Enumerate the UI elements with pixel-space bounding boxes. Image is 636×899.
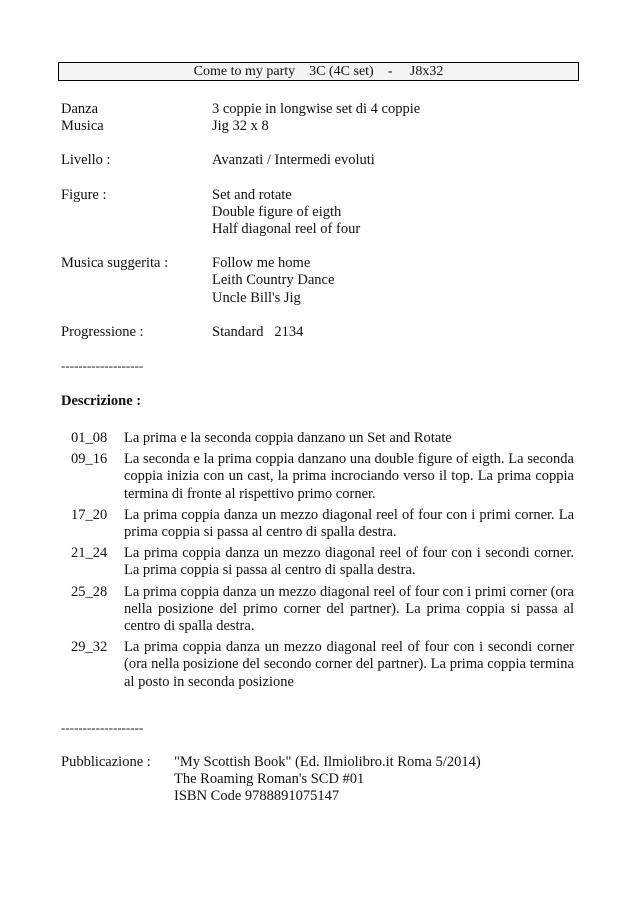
step-row (71, 430, 574, 447)
step-text: La prima coppia danza un mezzo diagonal reel of four con i primi corner (ora nella posizione del primo corner del partner). La prima coppia si passa al centro di spalla destra. (124, 583, 574, 635)
pubblicazione-line: "My Scottish Book" (Ed. Ilmiolibro.it Roma 5/2014) (174, 754, 481, 770)
title-dash: - (387, 64, 393, 79)
step-text: La prima coppia danza un mezzo diagonal reel of four con i primi corner. La prima coppia si passa al centro di spalla destra. (124, 506, 574, 541)
figure-item: Double figure of eigth (212, 203, 342, 220)
pubblicazione-label: Pubblicazione : (61, 754, 151, 770)
step-row (71, 451, 574, 503)
musica-suggerita-item: Leith Country Dance (212, 272, 335, 289)
step-code: 29_32 (71, 639, 108, 656)
step-text: La prima coppia danza un mezzo diagonal reel of four con i secondi corner (ora nella posizione del secondo corner del partner). La prima coppia termina al posto in seconda posizione (124, 639, 574, 690)
dance-title-box (58, 62, 579, 81)
livello-label: Livello : (61, 152, 111, 169)
pubblicazione-line: ISBN Code 9788891075147 (174, 788, 340, 805)
info-row-livello (61, 152, 581, 169)
dance-type: J8x32 (409, 64, 444, 79)
info-row-danza (61, 101, 581, 118)
danza-label: Danza (61, 101, 99, 117)
livello-value: Avanzati / Intermedi evoluti (212, 152, 375, 169)
dance-set: 3C (4C set) (309, 64, 374, 79)
pubblicazione-line: The Roaming Roman's SCD #01 (174, 771, 365, 788)
step-text: La seconda e la prima coppia danzano una double figure of eigth. La seconda coppia inizia con un cast, la prima incrociando verso il top. La prima coppia termina di fronte al rispettivo primo corner. (124, 451, 574, 502)
step-row (71, 639, 574, 691)
step-text: La prima coppia danza un mezzo diagonal reel of four con i secondi corner. La prima coppia si passa al centro di spalla destra. (124, 545, 574, 579)
pubblicazione-section (61, 754, 581, 806)
description-steps (71, 430, 574, 695)
step-row (71, 507, 574, 541)
info-row-progressione (61, 324, 581, 341)
musica-suggerita-label: Musica suggerita : (61, 255, 169, 272)
step-code: 21_24 (71, 545, 108, 562)
step-code: 01_08 (71, 430, 108, 446)
musica-label: Musica (61, 118, 104, 135)
figure-label: Figure : (61, 186, 107, 203)
musica-value: Jig 32 x 8 (212, 118, 269, 135)
dance-info (61, 101, 581, 341)
danza-value: 3 coppie in longwise set di 4 coppie (212, 101, 421, 117)
separator-line: ------------------- (61, 358, 144, 373)
musica-suggerita-item: Uncle Bill's Jig (212, 289, 301, 306)
separator-line: ------------------- (61, 720, 144, 735)
figure-item: Half diagonal reel of four (212, 221, 361, 238)
dance-title: Come to my party (193, 64, 296, 79)
step-row (71, 584, 574, 636)
info-row-musica (61, 118, 581, 135)
figure-item: Set and rotate (212, 186, 292, 203)
progressione-label: Progressione : (61, 323, 144, 340)
info-row-figure (61, 187, 581, 239)
progressione-value: Standard 2134 (212, 323, 304, 340)
info-row-musica-suggerita (61, 255, 581, 307)
step-code: 09_16 (71, 451, 108, 468)
step-code: 17_20 (71, 506, 108, 523)
step-code: 25_28 (71, 583, 108, 600)
musica-suggerita-item: Follow me home (212, 255, 311, 272)
step-row (71, 545, 574, 579)
step-text: La prima e la seconda coppia danzano un Set and Rotate (124, 430, 452, 446)
descrizione-heading: Descrizione : (61, 393, 142, 409)
